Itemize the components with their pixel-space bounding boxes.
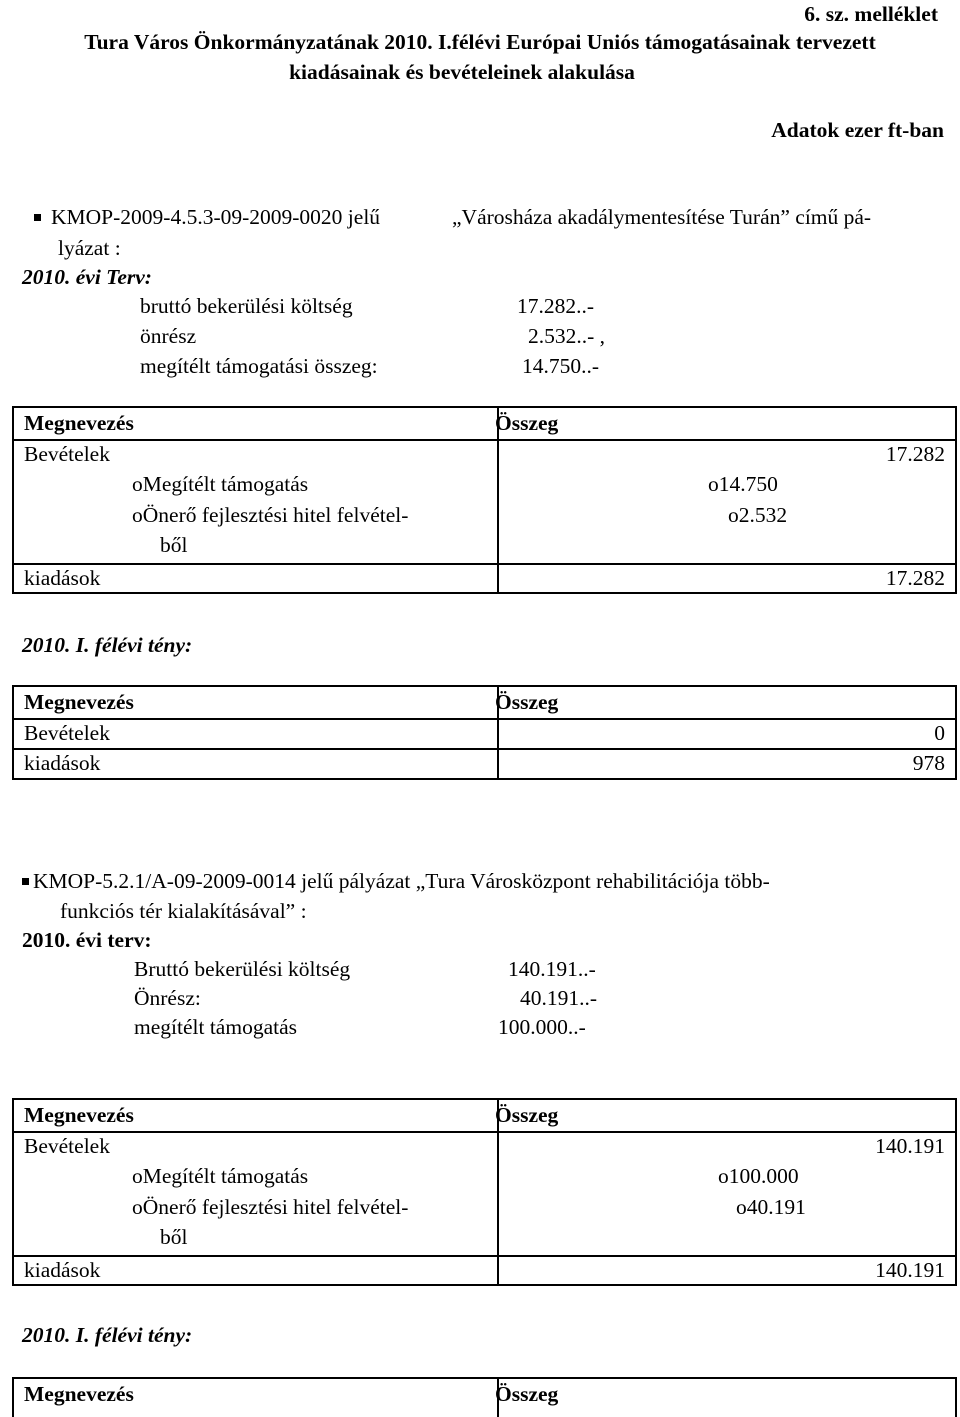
project2-plan-label-2: megítélt támogatás [134, 1015, 297, 1039]
expense-label: kiadások [24, 566, 101, 590]
project2-plan-heading: 2010. évi terv: [22, 928, 152, 952]
column-header-amount: Összeg [495, 411, 559, 435]
project1-actual-table [12, 685, 957, 780]
project1-plan-heading: 2010. évi Terv: [22, 265, 152, 289]
expense-label: kiadások [24, 751, 101, 775]
loan-label: oÖnerő fejlesztési hitel felvétel- [132, 1195, 409, 1219]
square-bullet-icon [34, 214, 41, 221]
document-title-line2: kiadásainak és bevételeinek alakulása [289, 60, 635, 84]
table-rule [14, 439, 955, 441]
column-header-amount: Összeg [495, 1103, 559, 1127]
column-header-name: Megnevezés [24, 690, 134, 714]
project2-actual-heading: 2010. I. félévi tény: [22, 1323, 193, 1347]
income-value: 0 [934, 721, 945, 745]
project1-plan-value-1: 2.532..- , [528, 324, 606, 348]
table-rule [14, 748, 955, 750]
income-label: Bevételek [24, 442, 110, 466]
income-label: Bevételek [24, 721, 110, 745]
project1-title: „Városháza akadálymentesítése Turán” című pá- [452, 205, 872, 229]
table-rule [14, 718, 955, 720]
income-value: 17.282 [885, 442, 945, 466]
project1-plan-label-0: bruttó bekerülési költség [140, 294, 353, 318]
project2-actual-table [12, 1377, 957, 1417]
unit-note: Adatok ezer ft-ban [771, 118, 944, 142]
column-header-name: Megnevezés [24, 411, 134, 435]
loan-label-cont: ből [160, 533, 188, 557]
square-bullet-icon [22, 878, 29, 885]
income-value: 140.191 [875, 1134, 945, 1158]
loan-label-cont: ből [160, 1225, 188, 1249]
project1-plan-label-2: megítélt támogatási összeg: [140, 354, 378, 378]
project2-plan-value-1: 40.191..- [520, 986, 598, 1010]
project2-plan-label-1: Önrész: [134, 986, 201, 1010]
annex-label: 6. sz. melléklet [804, 2, 938, 26]
loan-label: oÖnerő fejlesztési hitel felvétel- [132, 503, 409, 527]
project1-plan-value-2: 14.750..- [522, 354, 600, 378]
column-header-amount: Összeg [495, 690, 559, 714]
expense-value: 978 [912, 751, 945, 775]
project1-plan-value-0: 17.282..- [517, 294, 595, 318]
project1-plan-table [12, 406, 957, 594]
expense-value: 17.282 [885, 566, 945, 590]
table-rule [14, 1131, 955, 1133]
loan-value: o40.191 [736, 1195, 806, 1219]
project2-plan-value-0: 140.191..- [508, 957, 596, 981]
project1-intro-line2: lyázat : [58, 236, 121, 260]
project2-intro [22, 869, 770, 895]
column-header-name: Megnevezés [24, 1103, 134, 1127]
income-label: Bevételek [24, 1134, 110, 1158]
project1-actual-heading: 2010. I. félévi tény: [22, 633, 193, 657]
project2-title: KMOP-5.2.1/A-09-2009-0014 jelű pályázat „Tura Városközpont rehabilitációja több- [33, 869, 770, 893]
column-header-name: Megnevezés [24, 1382, 134, 1406]
subsidy-value: o14.750 [708, 472, 778, 496]
project2-intro-line2: funkciós tér kialakításával” : [60, 899, 307, 923]
project1-code: KMOP-2009-4.5.3-09-2009-0020 jelű [51, 205, 381, 229]
expense-value: 140.191 [875, 1258, 945, 1282]
table-rule [14, 1255, 955, 1257]
document-title-line1: Tura Város Önkormányzatának 2010. I.félévi Európai Uniós támogatásainak tervezett [84, 30, 876, 54]
column-header-amount: Összeg [495, 1382, 559, 1406]
subsidy-label: oMegítélt támogatás [132, 1164, 309, 1188]
loan-value: o2.532 [728, 503, 788, 527]
project1-intro [34, 205, 380, 231]
table-rule [14, 563, 955, 565]
expense-label: kiadások [24, 1258, 101, 1282]
subsidy-value: o100.000 [718, 1164, 799, 1188]
subsidy-label: oMegítélt támogatás [132, 472, 309, 496]
project2-plan-label-0: Bruttó bekerülési költség [134, 957, 351, 981]
project1-plan-label-1: önrész [140, 324, 197, 348]
project2-plan-table [12, 1098, 957, 1286]
project2-plan-value-2: 100.000..- [498, 1015, 586, 1039]
